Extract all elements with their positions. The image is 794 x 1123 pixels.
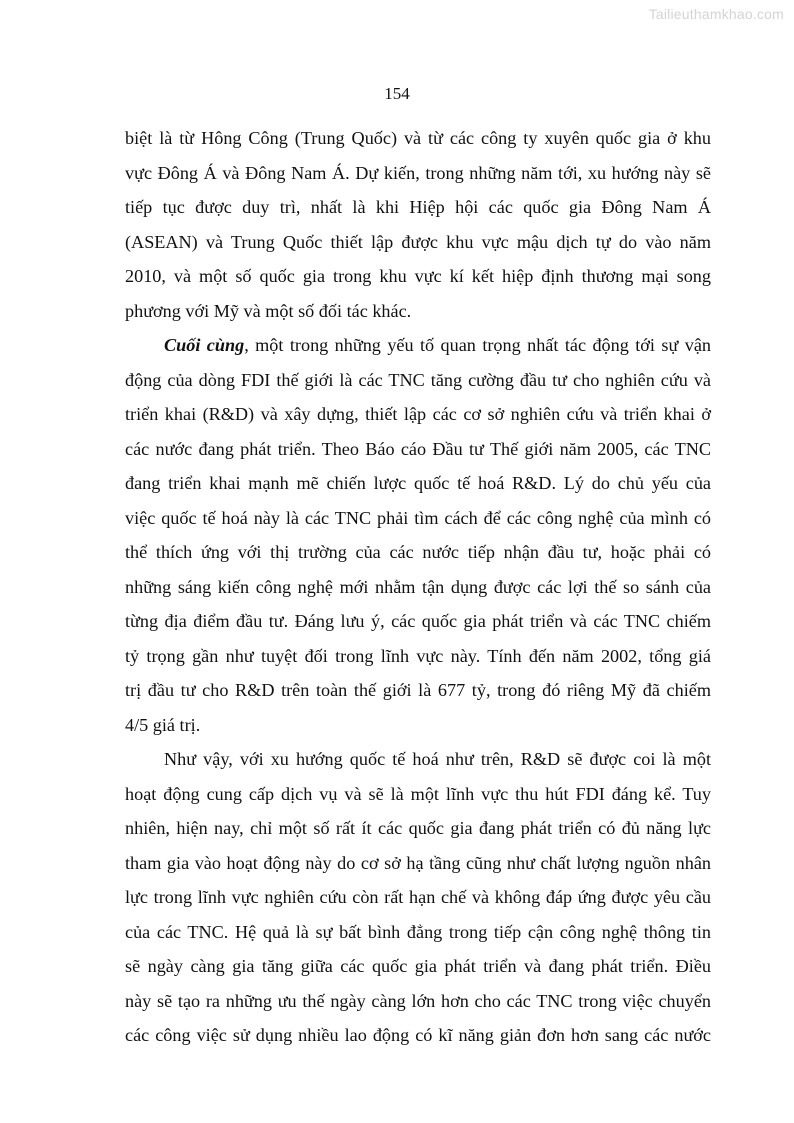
text-line: tiếp tục được duy trì, nhất là khi Hiệp hội các quốc gia Đông Nam Á [125, 197, 711, 217]
text-line: vực Đông Á và Đông Nam Á. Dự kiến, trong những năm tới, xu hướng này sẽ [125, 162, 711, 183]
text-line: biệt là từ Hông Công (Trung Quốc) và từ các công ty xuyên quốc gia ở khu [125, 128, 711, 148]
text-line: nhiên, hiện nay, chỉ một số rất ít các quốc gia đang phát triển có đủ năng lực [125, 818, 711, 838]
text-line: đang triển khai mạnh mẽ chiến lược quốc tế hoá R&D. Lý do chủ yếu của [125, 473, 711, 493]
text-line: việc quốc tế hoá này là các TNC phải tìm cách để các công nghệ của mình có [125, 507, 711, 528]
text-line: Như vậy, với xu hướng quốc tế hoá như trên, R&D sẽ được coi là một [164, 749, 711, 769]
text-line: thể thích ứng với thị trường của các nước tiếp nhận đầu tư, hoặc phải có [125, 542, 711, 562]
text-fragment: , một trong những yếu tố quan trọng nhất tác động tới sự vận [244, 335, 711, 355]
paragraph-1 [125, 121, 711, 328]
page-number: 154 [384, 84, 410, 103]
text-line: từng địa điểm đầu tư. Đáng lưu ý, các quốc gia phát triển và các TNC chiếm [125, 611, 711, 631]
text-line: động của dòng FDI thế giới là các TNC tăng cường đầu tư cho nghiên cứu và [125, 369, 711, 390]
text-line: (ASEAN) và Trung Quốc thiết lập được khu vực mậu dịch tự do vào năm [125, 231, 711, 252]
text-line [125, 328, 711, 363]
text-line: lực trong lĩnh vực nghiên cứu còn rất hạn chế và không đáp ứng được yêu cầu [125, 887, 711, 907]
paragraph-2 [125, 328, 711, 742]
text-line: các công việc sử dụng nhiều lao động có kĩ năng giản đơn hơn sang các nước [125, 1025, 711, 1045]
emphasis-text: Cuối cùng [164, 335, 245, 355]
text-line: sẽ ngày càng gia tăng giữa các quốc gia phát triển và đang phát triển. Điều [125, 956, 711, 976]
text-line: các nước đang phát triển. Theo Báo cáo Đầu tư Thế giới năm 2005, các TNC [125, 438, 711, 459]
text-line: triển khai (R&D) và xây dựng, thiết lập các cơ sở nghiên cứu và triển khai ở [125, 404, 711, 424]
watermark-text: Tailieuthamkhao.com [648, 6, 784, 22]
paragraph-3 [125, 742, 711, 1053]
text-line: 2010, và một số quốc gia trong khu vực kí kết hiệp định thương mại song [125, 266, 711, 286]
text-line: phương với Mỹ và một số đối tác khác. [125, 300, 412, 321]
document-body [125, 121, 711, 1053]
text-line: hoạt động cung cấp dịch vụ và sẽ là một lĩnh vực thu hút FDI đáng kể. Tuy [125, 783, 711, 804]
text-line: trị đầu tư cho R&D trên toàn thế giới là 677 tỷ, trong đó riêng Mỹ đã chiếm [125, 680, 711, 700]
text-line: tham gia vào hoạt động này do cơ sở hạ tầng cũng như chất lượng nguồn nhân [125, 852, 711, 873]
text-line: 4/5 giá trị. [125, 714, 201, 735]
text-line: những sáng kiến công nghệ mới nhằm tận dụng được các lợi thế so sánh của [125, 576, 711, 597]
text-line: này sẽ tạo ra những ưu thế ngày càng lớn hơn cho các TNC trong việc chuyển [125, 990, 711, 1011]
text-line: của các TNC. Hệ quả là sự bất bình đẳng trong tiếp cận công nghệ thông tin [125, 921, 711, 942]
text-line: tỷ trọng gần như tuyệt đối trong lĩnh vực này. Tính đến năm 2002, tổng giá [125, 645, 711, 666]
